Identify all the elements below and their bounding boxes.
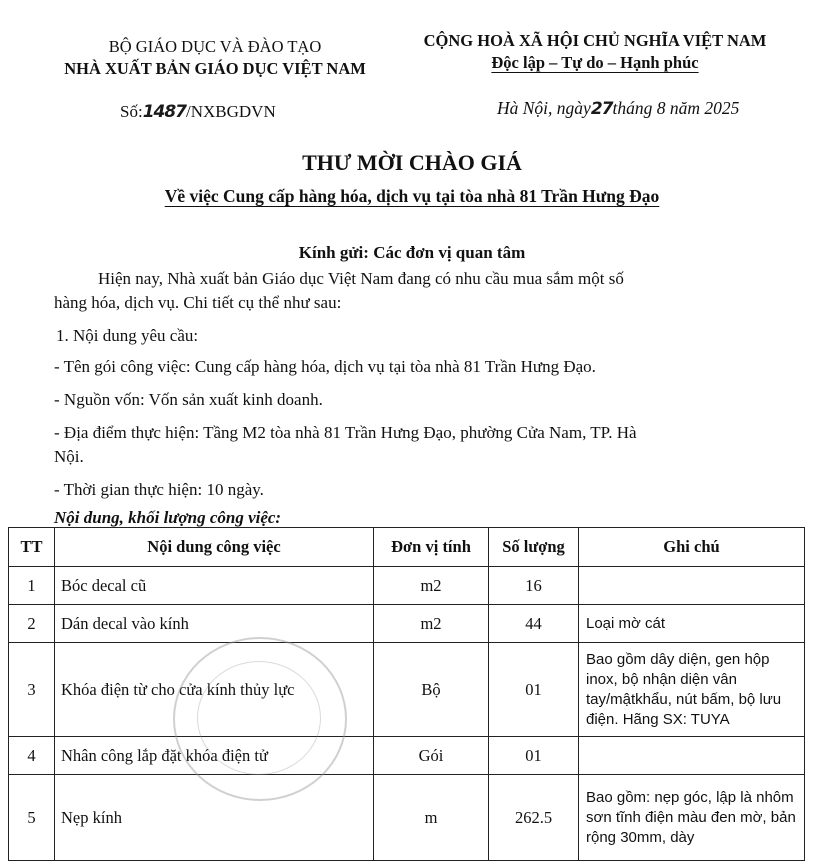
duration: - Thời gian thực hiện: 10 ngày.	[54, 480, 264, 499]
header-tt: TT	[9, 528, 55, 567]
ministry-name: BỘ GIÁO DỤC VÀ ĐÀO TẠO	[108, 37, 322, 56]
document-date: Hà Nội, ngày27tháng 8 năm 2025	[497, 98, 740, 119]
document-subject: Về việc Cung cấp hàng hóa, dịch vụ tại tòa nhà 81 Trần Hưng Đạo	[164, 186, 660, 206]
header-left	[30, 36, 400, 80]
cell-unit: m	[374, 775, 489, 861]
table-heading: Nội dung, khối lượng công việc:	[54, 508, 282, 527]
cell-qty: 44	[489, 605, 579, 643]
cell-note	[579, 567, 805, 605]
cell-tt: 5	[9, 775, 55, 861]
cell-unit: Gói	[374, 737, 489, 775]
location-line-1: - Địa điểm thực hiện: Tầng M2 tòa nhà 81 Trần Hưng Đạo, phường Cửa Nam, TP. Hà	[54, 423, 637, 442]
document-number: Số:1487/NXBGDVN	[120, 102, 276, 122]
funding-source: - Nguồn vốn: Vốn sản xuất kinh doanh.	[54, 390, 323, 409]
handwritten-day: 27	[590, 99, 613, 119]
table-row	[9, 775, 805, 861]
cell-qty: 262.5	[489, 775, 579, 861]
cell-tt: 4	[9, 737, 55, 775]
cell-qty: 16	[489, 567, 579, 605]
national-motto: Độc lập – Tự do – Hạnh phúc	[491, 53, 699, 72]
work-table	[8, 527, 805, 861]
table-row	[9, 567, 805, 605]
cell-content: Khóa điện từ cho cửa kính thủy lực	[55, 643, 374, 737]
header-note: Ghi chú	[579, 528, 805, 567]
header-unit: Đơn vị tính	[374, 528, 489, 567]
location-line-2: Nội.	[54, 447, 84, 466]
table-row	[9, 737, 805, 775]
cell-content: Bóc decal cũ	[55, 567, 374, 605]
cell-note: Bao gồm dây diện, gen hộp inox, bộ nhận diện vân tay/mậtkhẩu, nút bấm, bộ lưu điện. Hãng SX: TUYA	[579, 643, 805, 737]
cell-tt: 2	[9, 605, 55, 643]
table-row	[9, 643, 805, 737]
document-title: THƯ MỜI CHÀO GIÁ	[302, 150, 522, 175]
cell-qty: 01	[489, 737, 579, 775]
table-header-row	[9, 528, 805, 567]
handwritten-number: 1487	[142, 102, 187, 122]
cell-tt: 3	[9, 643, 55, 737]
cell-unit: m2	[374, 567, 489, 605]
intro-line-1: Hiện nay, Nhà xuất bản Giáo dục Việt Nam đang có nhu cầu mua sắm một số	[98, 269, 624, 288]
cell-unit: Bộ	[374, 643, 489, 737]
intro-line-2: hàng hóa, dịch vụ. Chi tiết cụ thể như sau:	[54, 293, 342, 312]
cell-note: Loại mờ cát	[579, 605, 805, 643]
cell-unit: m2	[374, 605, 489, 643]
country-name: CỘNG HOÀ XÃ HỘI CHỦ NGHĨA VIỆT NAM	[423, 31, 767, 50]
header-right	[400, 30, 790, 74]
cell-content: Dán decal vào kính	[55, 605, 374, 643]
section-1-heading: 1. Nội dung yêu cầu:	[56, 326, 199, 345]
header-content: Nội dung công việc	[55, 528, 374, 567]
package-name: - Tên gói công việc: Cung cấp hàng hóa, dịch vụ tại tòa nhà 81 Trần Hưng Đạo.	[54, 357, 596, 376]
table-row	[9, 605, 805, 643]
greeting: Kính gửi: Các đơn vị quan tâm	[298, 243, 526, 262]
cell-content: Nẹp kính	[55, 775, 374, 861]
publisher-name: NHÀ XUẤT BẢN GIÁO DỤC VIỆT NAM	[64, 59, 366, 78]
cell-qty: 01	[489, 643, 579, 737]
cell-content: Nhân công lắp đặt khóa điện tử	[55, 737, 374, 775]
cell-note	[579, 737, 805, 775]
header-qty: Số lượng	[489, 528, 579, 567]
cell-tt: 1	[9, 567, 55, 605]
cell-note: Bao gồm: nẹp góc, lập là nhôm sơn tĩnh điện màu đen mờ, bản rộng 30mm, dày	[579, 775, 805, 861]
